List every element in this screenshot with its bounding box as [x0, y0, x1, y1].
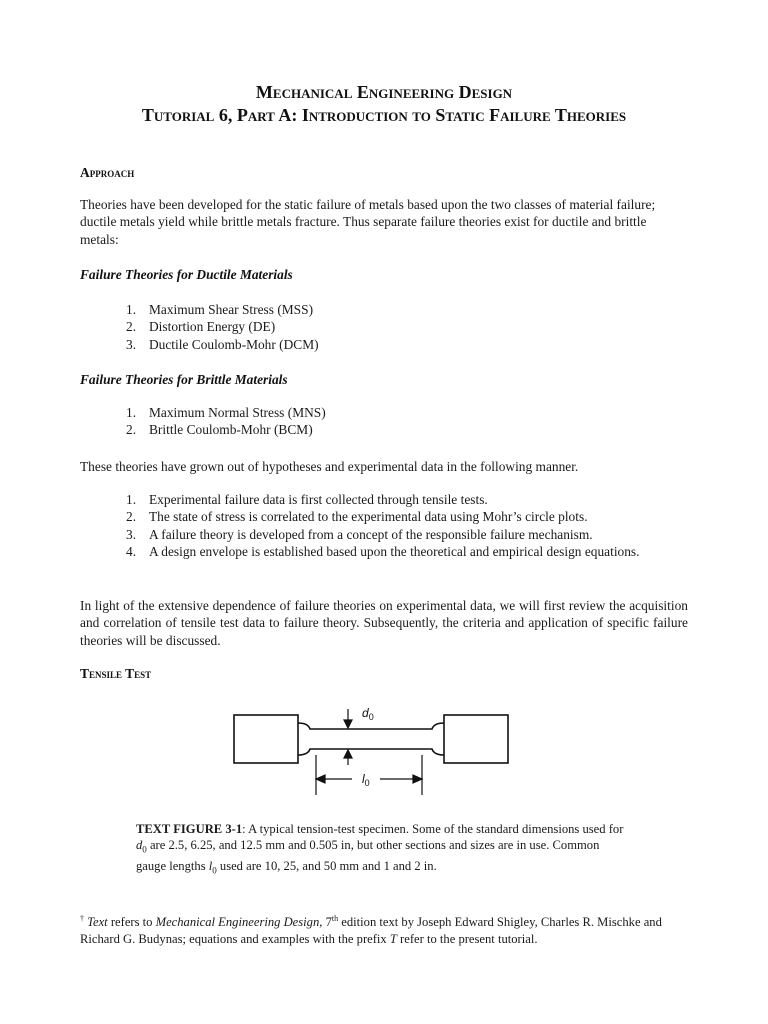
list-item: 1. Maximum Normal Stress (MNS) — [126, 405, 326, 420]
section-heading-tensile-test: Tensile Test — [80, 666, 152, 681]
figure-caption-label: TEXT FIGURE 3-1 — [136, 822, 243, 836]
brittle-theories-heading: Failure Theories for Brittle Materials — [80, 372, 288, 387]
closing-paragraph: In light of the extensive dependence of failure theories on experimental data, we will first review the acquisition and correlation of tensile test data to failure theory. Subsequently, the criteria and application of specific failure theories will be discussed. — [80, 598, 688, 648]
list-item: 1. Experimental failure data is first collected through tensile tests. — [126, 492, 488, 507]
gauge-section-shape — [298, 723, 444, 755]
process-list — [121, 491, 661, 561]
list-item: 3. A failure theory is developed from a concept of the responsible failure mechanism. — [126, 526, 593, 542]
right-grip-shape — [444, 715, 508, 763]
d0-label: $d_0$ — [362, 706, 374, 722]
intro-paragraph: Theories have been developed for the static failure of metals based upon the two classes of material failure; ductile metals yield while brittle metals fracture. Thus separate failure theories exist for ductile and brittle metals: — [80, 197, 656, 247]
list-item: 1. Maximum Shear Stress (MSS) — [126, 302, 314, 317]
brittle-theories-list — [121, 404, 661, 439]
document-title-line-1: Mechanical Engineering Design — [255, 82, 513, 102]
footnote: † Text refers to Mechanical Engineering Design, 7th edition text by Joseph Edward Shigley, Charles R. Mischke and Richard G. Budynas; equations and examples with the prefix T refer to the present tutorial. — [80, 913, 662, 946]
list-item: 3. Ductile Coulomb-Mohr (DCM) — [126, 336, 319, 352]
tension-specimen-figure — [230, 705, 550, 805]
figure-caption: TEXT FIGURE 3-1: A typical tension-test specimen. Some of the standard dimensions used for $d_0$ are 2.5, 6.25, and 12.5 mm and 0.505 in, but other sections and sizes are in use. Common gauge lengths $l_0$ used are 10, 25, and 50 mm and 1 and 2 in. — [136, 822, 624, 876]
list-item: 4. A design envelope is established based upon the theoretical and empirical design equations. — [126, 544, 640, 560]
left-grip-shape — [234, 715, 298, 763]
list-item: 2. Distortion Energy (DE) — [126, 319, 276, 335]
section-heading-approach: Approach — [80, 165, 135, 180]
ductile-theories-list — [121, 301, 661, 353]
list-item: 2. Brittle Coulomb-Mohr (BCM) — [126, 422, 313, 438]
growth-paragraph: These theories have grown out of hypotheses and experimental data in the following manner. — [80, 459, 579, 474]
document-title-line-2: Tutorial 6, Part A: Introduction to Static Failure Theories — [141, 105, 627, 125]
list-item: 2. The state of stress is correlated to the experimental data using Mohr’s circle plots. — [126, 509, 588, 525]
l0-label: $l_0$ — [362, 772, 370, 788]
ductile-theories-heading: Failure Theories for Ductile Materials — [80, 267, 293, 282]
